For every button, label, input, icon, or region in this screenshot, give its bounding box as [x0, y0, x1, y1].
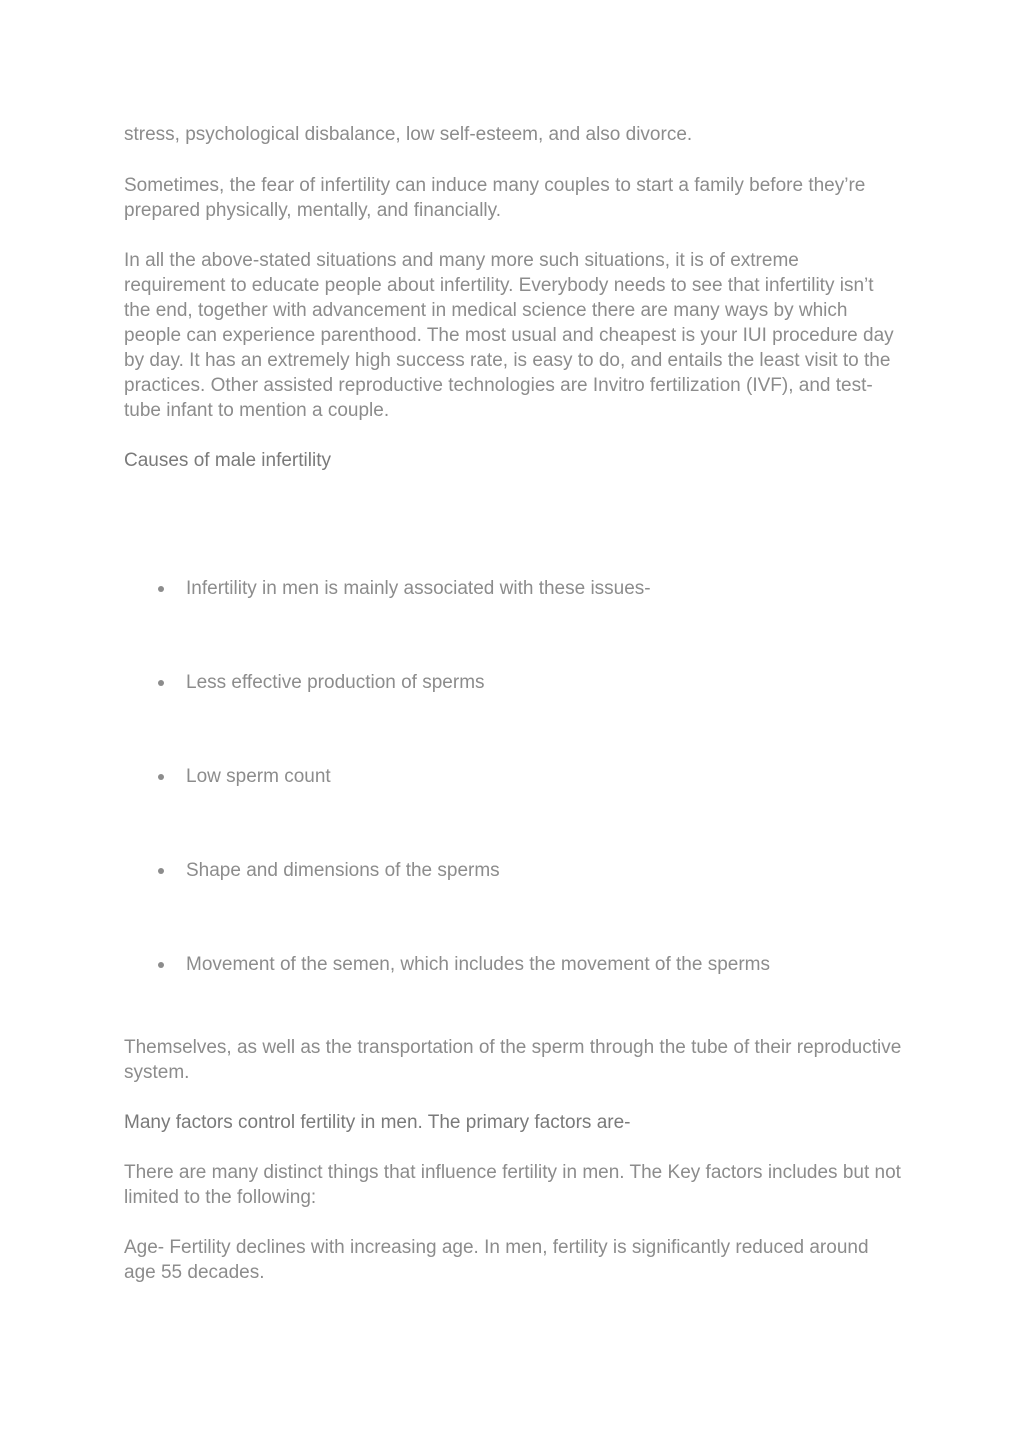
list-item [124, 764, 904, 789]
list-item-text: Less effective production of sperms [186, 672, 485, 693]
bullet-icon [158, 868, 164, 874]
list-item-text: Movement of the semen, which includes the movement of the sperms [186, 954, 770, 975]
list-item-text: Infertility in men is mainly associated with these issues- [186, 578, 651, 599]
bullet-icon [158, 680, 164, 686]
paragraph: There are many distinct things that influence fertility in men. The Key factors includes but not limited to the following: [124, 1162, 901, 1208]
list-item [124, 952, 904, 977]
list-item [124, 670, 904, 695]
list-item-text: Shape and dimensions of the sperms [186, 860, 500, 881]
paragraph: In all the above-stated situations and many more such situations, it is of extreme requirement to educate people about infertility. Everybody needs to see that infertility isn’t the end, together with advancement in medical science there are many ways by which people can experience parenthood. The most usual and cheapest is your IUI procedure day by day. It has an extremely high success rate, is easy to do, and entails the least visit to the practices. Other assisted reproductive technologies are Invitro fertilization (IVF), and test-tube infant to mention a couple. [124, 250, 894, 421]
paragraph: Themselves, as well as the transportation of the sperm through the tube of their reproductive system. [124, 1037, 902, 1083]
paragraph: Sometimes, the fear of infertility can induce many couples to start a family before they’re prepared physically, mentally, and financially. [124, 175, 866, 221]
section-heading: Many factors control fertility in men. The primary factors are- [124, 1112, 631, 1133]
section-heading: Causes of male infertility [124, 450, 331, 471]
bullet-icon [158, 774, 164, 780]
bullet-icon [158, 586, 164, 592]
list-item [124, 576, 904, 601]
paragraph: Age- Fertility declines with increasing age. In men, fertility is significantly reduced around age 55 decades. [124, 1237, 869, 1283]
paragraph: stress, psychological disbalance, low self-esteem, and also divorce. [124, 124, 693, 145]
list-item-text: Low sperm count [186, 766, 331, 787]
list-item [124, 858, 904, 883]
bullet-icon [158, 962, 164, 968]
